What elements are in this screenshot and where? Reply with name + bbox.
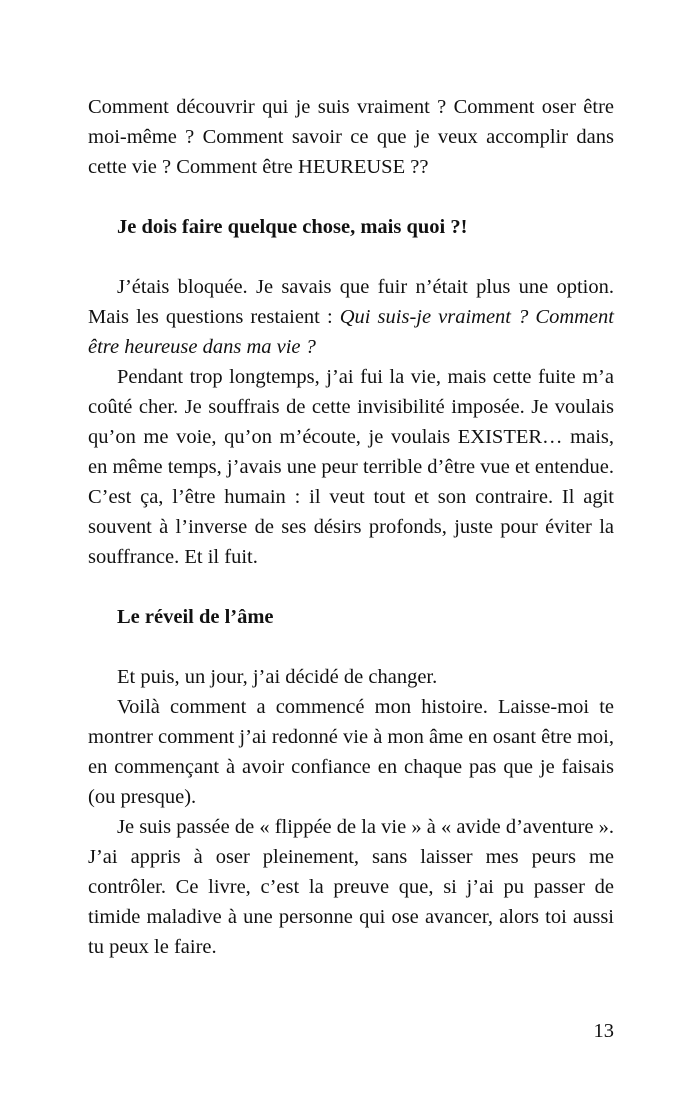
page-number: 13 — [593, 1020, 614, 1042]
paragraph-histoire: Voilà comment a commencé mon histoire. Laisse-moi te montrer comment j’ai redonné vie à mon âme en osant être moi, en commençant à avoir confiance en chaque pas que je faisais (ou presque). — [88, 696, 614, 808]
spacer — [88, 572, 614, 602]
page-body — [88, 92, 614, 962]
paragraph-aventure: Je suis passée de « flippée de la vie » à « avide d’aventure ». J’ai appris à oser pleinement, sans laisser mes peurs me contrôler. Ce livre, c’est la preuve que, si j’ai pu passer de timide maladive à une personne qui ose avancer, alors toi aussi tu peux le faire. — [88, 816, 614, 958]
paragraph-bloquee — [88, 272, 614, 362]
spacer — [88, 632, 614, 662]
paragraph-fuite: Pendant trop longtemps, j’ai fui la vie, mais cette fuite m’a coûté cher. Je souffrais de cette invisibilité imposée. Je voulais qu’on me voie, qu’on m’écoute, je voulais EXISTER… mais, en même temps, j’avais une peur terrible d’être vue et entendue. C’est ça, l’être humain : il veut tout et son contraire. Il agit souvent à l’inverse de ses désirs profonds, juste pour éviter la souffrance. Et il fuit. — [88, 366, 614, 568]
section-heading-reveil: Le réveil de l’âme — [117, 606, 274, 628]
section-heading-quoi: Je dois faire quelque chose, mais quoi ?! — [117, 216, 468, 238]
paragraph-changer: Et puis, un jour, j’ai décidé de changer. — [117, 666, 438, 688]
paragraph-bloquee-text: J’étais bloquée. Je savais que fuir n’était plus une option. Mais les questions restaient : — [88, 276, 614, 328]
paragraph-bloquee-italic: Qui suis-je vraiment ? Comment être heureuse dans ma vie ? — [88, 306, 614, 358]
spacer — [88, 182, 614, 212]
spacer — [88, 242, 614, 272]
paragraph-intro-questions: Comment découvrir qui je suis vraiment ? Comment oser être moi-même ? Comment savoir ce que je veux accomplir dans cette vie ? Comment être HEUREUSE ?? — [88, 96, 614, 178]
